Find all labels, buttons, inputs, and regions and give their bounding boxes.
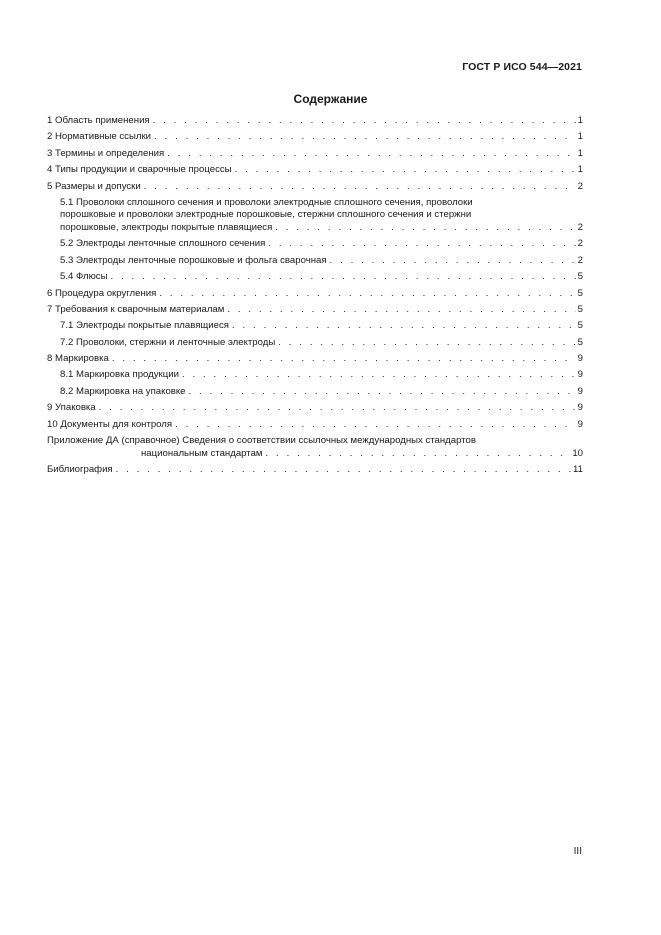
dot-leader [182, 369, 576, 382]
toc-entry-7[interactable] [47, 304, 583, 317]
toc-entry-page: 5 [577, 303, 583, 315]
toc-entry-label: 3 Термины и определения [47, 147, 165, 159]
dot-leader [110, 271, 575, 284]
toc-entry-label-line: порошковые и проволоки электродные порошковые, стержни сплошного сечения и стержни [60, 209, 472, 221]
dot-leader [227, 304, 575, 317]
toc-entry-page: 9 [577, 353, 583, 365]
toc-entry-label: 10 Документы для контроля [47, 418, 173, 430]
toc-entry-page: 2 [577, 254, 583, 266]
toc-entry-page: 9 [577, 369, 583, 381]
dot-leader [159, 288, 575, 301]
dot-leader [167, 148, 575, 161]
toc-entry-page: 9 [577, 402, 583, 414]
dot-leader [153, 115, 576, 128]
toc-entry-5-3[interactable] [47, 255, 583, 268]
toc-entry-8-1[interactable] [47, 369, 583, 382]
toc-entry-page: 1 [577, 115, 583, 126]
toc-entry-page: 11 [573, 463, 583, 475]
toc-entry-page: 9 [577, 418, 583, 430]
toc-entry-2[interactable] [47, 131, 583, 144]
dot-leader [116, 464, 571, 477]
toc-entry-page: 1 [577, 164, 583, 176]
toc-entry-page: 9 [577, 385, 583, 397]
toc-entry-page: 5 [577, 336, 583, 348]
toc-entry-5-1[interactable] [47, 197, 583, 235]
toc-entry-8-2[interactable] [47, 386, 583, 399]
toc-entry-page: 1 [577, 131, 583, 143]
toc-entry-label: 8.1 Маркировка продукции [60, 369, 179, 381]
dot-leader [189, 386, 576, 399]
toc-entry-label: 5.2 Электроды ленточные сплошного сечения [60, 238, 266, 250]
toc-entry-5-4[interactable] [47, 271, 583, 284]
dot-leader [278, 337, 575, 350]
toc-entry-label-line: Приложение ДА (справочное) Сведения о соответствии ссылочных международных стандартов [47, 435, 476, 447]
toc-entry-label: 5.4 Флюсы [60, 271, 108, 283]
page-number: III [573, 846, 582, 857]
toc-entry-label: 7 Требования к сварочным материалам [47, 303, 225, 315]
toc-entry-label: 1 Область применения [47, 115, 150, 126]
toc-entry-3[interactable] [47, 148, 583, 161]
toc-entry-label-line: 5.1 Проволоки сплошного сечения и проволоки электродные сплошного сечения, проволоки [60, 196, 473, 208]
toc-entry-label: 6 Процедура округления [47, 287, 157, 299]
toc-entry-label: 2 Нормативные ссылки [47, 131, 152, 143]
dot-leader [235, 164, 576, 177]
toc-entry-5[interactable] [47, 181, 583, 194]
toc-entry-8[interactable] [47, 353, 583, 366]
toc-entry-label: 5.3 Электроды ленточные порошковые и фольга сварочная [60, 254, 327, 266]
toc-title: Содержание [293, 92, 368, 106]
dot-leader [232, 320, 576, 333]
toc-entry-7-2[interactable] [47, 337, 583, 350]
toc-entry-bibliography[interactable] [47, 464, 583, 477]
toc-entry-4[interactable] [47, 164, 583, 177]
toc-entry-page: 1 [577, 147, 583, 159]
toc-entry-page: 5 [577, 271, 583, 283]
dot-leader [266, 448, 571, 461]
toc-entry-label: 9 Упаковка [47, 402, 96, 414]
toc-entry-appendix-da[interactable] [47, 435, 583, 460]
toc-entry-9[interactable] [47, 402, 583, 415]
toc-entry-label: 7.2 Проволоки, стержни и ленточные электроды [60, 336, 276, 348]
toc-entry-label: 5 Размеры и допуски [47, 180, 141, 192]
dot-leader [144, 181, 576, 194]
toc-entry-label: 8.2 Маркировка на упаковке [60, 385, 186, 397]
dot-leader [112, 353, 576, 366]
toc-entry-page: 2 [577, 238, 583, 250]
dot-leader [154, 131, 576, 144]
table-of-contents [47, 115, 583, 480]
dot-leader [275, 222, 575, 235]
toc-entry-label: 8 Маркировка [47, 353, 109, 365]
toc-entry-page: 2 [577, 221, 583, 233]
toc-entry-label: 4 Типы продукции и сварочные процессы [47, 164, 232, 176]
dot-leader [330, 255, 576, 268]
toc-entry-label: Библиография [47, 463, 113, 475]
dot-leader [268, 238, 575, 251]
toc-entry-6[interactable] [47, 288, 583, 301]
toc-entry-page: 10 [572, 447, 583, 459]
toc-entry-7-1[interactable] [47, 320, 583, 333]
document-code: ГОСТ Р ИСО 544—2021 [462, 61, 582, 73]
toc-entry-1[interactable] [47, 115, 583, 128]
toc-entry-10[interactable] [47, 419, 583, 432]
toc-entry-page: 5 [577, 287, 583, 299]
toc-entry-label: 7.1 Электроды покрытые плавящиеся [60, 320, 229, 332]
dot-leader [175, 419, 576, 432]
dot-leader [99, 402, 576, 415]
toc-entry-page: 2 [577, 180, 583, 192]
toc-entry-page: 5 [577, 320, 583, 332]
toc-entry-label-line: порошковые, электроды покрытые плавящиеся [60, 221, 273, 233]
toc-entry-5-2[interactable] [47, 238, 583, 251]
toc-entry-label-line: национальным стандартам [141, 447, 263, 459]
